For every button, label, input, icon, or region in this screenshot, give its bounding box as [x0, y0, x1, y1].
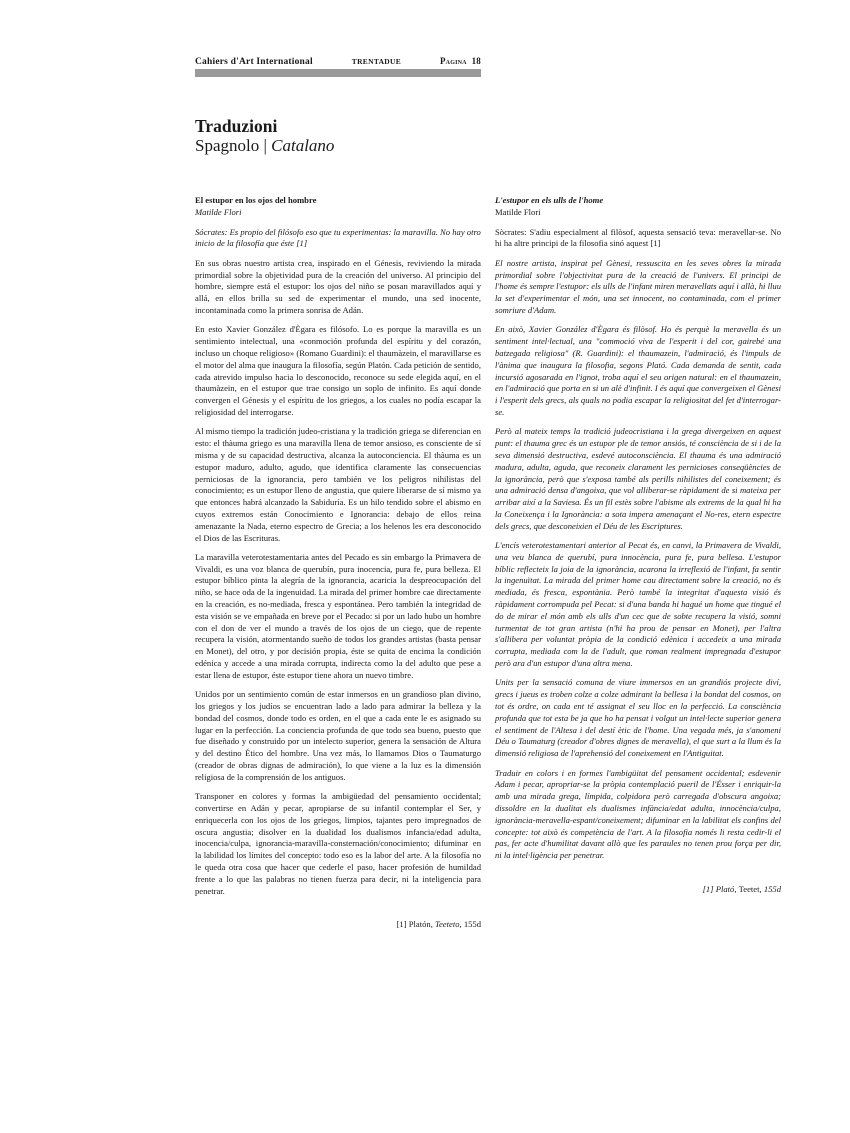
footnote-work: Teetet: [738, 884, 760, 894]
paragraph: Traduir en colors i en formes l'ambigüitat del pensament occidental; esdevenir Adam i pecar, apropriar-se la pròpia contemplació pueril de l'Ésser i enriquir-la amb una mirada grega, límpida, colpidora però carregada d'obscura angoixa; dissoldre en la dualitat els dualismes infància/edat adulta, innocència/culpa, ignorància-meravella-espant/coneixement; difuminar en la labilitat els confins del concepte: tot això és competència de l'art. A la filosofia només li resta cedir-li el pas, fer acte d'humilitat davant allò que les paraules no tenen prou força per dir, ni la intel·ligència per penetrar.: [495, 767, 781, 861]
article-author: Matilde Flori: [495, 206, 541, 217]
page-label: Pagina: [439, 56, 467, 66]
footnote: [495, 884, 781, 896]
journal-name: Cahiers d'Art International: [195, 57, 313, 67]
running-header: [195, 56, 481, 77]
page-number: 18: [471, 56, 481, 66]
paragraph: El nostre artista, inspirat pel Gènesi, ressuscita en les seves obres la mirada primordial sobre l'objectivitat pura de la creació de l'univers. El principi de l'home és sempre l'estupor: els ulls de l'infant miren meravellats aquí i allà, hi lluu la set d'experimentar el món, una set innocent, no contaminada, com el primer somriure d'Adam.: [495, 257, 781, 315]
footnote-suffix: , 155d: [759, 884, 781, 894]
lang-left: Spagnolo: [195, 136, 260, 155]
paragraph: Units per la sensació comuna de viure immersos en un grandiós projecte diví, grecs i jueus es troben colze a colze admirant la bellesa i la bondat del cosmos, on tot és ordre, on cada ent té assignat el seu lloc en la perfecció. La consciència profunda que tot esta be ja que ho ha pensat i volgut un intel·lecte superior genera el sentiment de l'Altesa i del destí ètic de l'home. Una vegada més, ja s'anomeni Déu o Taumaturg (creador d'obres dignes de meravella), el que surt a la llum és la dimensió religiosa de l'aprehensió del coneixement en l'Antiguitat.: [495, 677, 781, 759]
footnote: [195, 919, 481, 931]
footnote-prefix: [1] Plató,: [702, 884, 737, 894]
footnote-suffix: , 155d: [459, 919, 481, 930]
paragraph: En sus obras nuestro artista crea, inspirado en el Génesis, reviviendo la mirada primordial sobre la objetividad pura de la creación del universo. Al principio del hombre, siempre está el estupor: los ojos del niño se posan maravillados aquí y allá, en ellos brilla su sed de experimentar el mundo, una sed inocente, incontaminada como la primera sonrisa de Adán.: [195, 257, 481, 315]
issue-label: TRENTADUE: [351, 57, 402, 66]
article-author: Matilde Flori: [195, 206, 242, 217]
article-body: [195, 258, 481, 898]
catalan-column: [495, 195, 781, 896]
paragraph: En això, Xavier González d'Ègara és filòsof. Ho és perquè la meravella és un sentiment intel·lectual, una "commoció viva de l'esperit i del cor, gairebé una batzegada religiosa" (R. Guardini): el thaumazein, l'admiració, és l'impuls de l'ànima que inaugura la filosofia, segons Plató. Cada demanda de sentit, cada incursió agosarada en l'ignot, troba aquí el seu origen natural: en el thaumazein, en l'admiració que porta en si un alè d'infinit. I és aquí que convergeixen el Gènesi i l'esperit dels grecs, als quals no podia escapar la religiositat del fet d'interrogar-se.: [495, 324, 781, 417]
footnote-prefix: [1] Platón,: [396, 919, 433, 930]
paragraph: Unidos por un sentimiento común de estar inmersos en un grandioso plan divino, los griegos y los judíos se encuentran lado a lado para admirar la belleza y la bondad del cosmos, donde todo es orden, en el que a cada ente le es asignado su lugar en la perfección. La conciencia profunda de que todo sea bueno, puesto que fue diseñado y construido por un intelecto superior, genera la sensación de Altura y del destino Ético del hombre. Una vez más, lo llamamos Dios o Taumaturgo (creador de obras dignas de admiración), lo que viene a la luz es la dimensión religiosa de la comprensión de los antiguos.: [195, 689, 481, 782]
lang-right: Catalano: [271, 136, 335, 155]
article-title: El estupor en los ojos del hombre: [195, 195, 317, 205]
page-indicator: [440, 56, 481, 66]
section-subheading: [195, 136, 334, 156]
paragraph: La maravilla veterotestamentaria antes del Pecado es sin embargo la Primavera de Vivaldi, es una voz blanca de querubín, pura inocencia, pura fe, pura belleza. El estupor bíblico pinta la alegría de la ignorancia, acaricia la despreocupación del niño, se hace oda de la ingenuidad. La mirada del primer hombre cae directamente en la creación, es no-mediada, fresca y espontánea. Pero también la integridad de esta visión se ve empañada en breve por el Pecado: si por un lado hubo un hombre con el don de ver el mundo a través de los ojos de un ciego, que de repente recupera la visión, atormentando sueño de todos los grandes artistas (basta pensar en Monet), del otro, y por decisión propia, éste se quita de encima la condición edénica y accede a una mirada corrupta, indirecta como la del adulto que pese a estar llena de estupor, éste estupor tiene ahora un nuevo timbre.: [195, 551, 481, 680]
footnote-work: Teeteto: [435, 919, 460, 930]
paragraph: L'encís veterotestamentari anterior al Pecat és, en canvi, la Primavera de Vivaldi, una veu blanca de querubí, pura innocència, pura fe, pura bellesa. L'estupor bíblic reflecteix la joia de la ignorància, acarona la irreflexió de l'infant, fa sentir la ingenuïtat. La mirada del primer home cau directament sobre la creació, no és mediada, és fresca, espontània. Però també la integritat d'aquesta visió és ràpidament corrompuda pel Pecat: si d'una banda hi hagué un home que tingué el do de mirar el món amb els ulls d'un cec que de sobte recupera la visió, somni turmentat de tot gran artista (n'hi ha prou de pensar en Monet), per l'altra s'allibera per voluntat pròpia de la condició edènica i accedeix a una mirada corrupta, mediada com la de l'adult, que roman realment impregnada d'estupor però ara d'un estupor d'una altra mena.: [495, 540, 781, 669]
paragraph: En esto Xavier González d'Ègara es filósofo. Lo es porque la maravilla es un sentimiento intelectual, una «conmoción profunda del espíritu y del corazón, incluso un choque religioso» (Romano Guardini): el thaumàzein, el maravillarse es el motor del alma que inaugura la filosofía, según Platón. Cada petición de sentido, cada atrevido impulso hacia lo desconocido, reconoce su sede elegida aquí, en el thaumàzein, en el estupor que trae consigo un soplo de infinito. Es aquí donde convergen el Génesis y el espíritu de los griegos, a los cuales no podía escapar la religiosidad del interrogarse.: [195, 324, 481, 417]
epigraph-quote: Sòcrates: S'adiu especialment al filòsof, aquesta sensació teva: meravellar-se. No hi ha altre principi de la filosofia sinó aquest [1]: [495, 226, 781, 249]
header-band: [195, 69, 481, 77]
section-heading: Traduzioni: [195, 116, 278, 136]
article-body: [495, 258, 781, 862]
section-title: [195, 116, 334, 156]
epigraph-quote: Sócrates: Es propio del filósofo eso que tu experimentas: la maravilla. No hay otro inicio de la filosofía que éste [1]: [195, 226, 481, 249]
paragraph: Però al mateix temps la tradició judeocristiana i la grega divergeixen en aquest punt: el thauma grec és un estupor ple de temor ansiós, té consciència de si i de la seva dimensió destructiva, esdevé autoconsciència. El thauma és una admiració madura, adulta, aguda, que reconeix clarament les pernicioses conseqüències de la ignorància, però que s'exposa també als perills nihilistes del coneixement; és una admiració densa d'angoixa, que vol alliberar-se ràpidament de si mateixa per arribar així a la Saviesa. És un fil estès sobre l'abisme als extrems de la qual hi ha la Coneixença i la Ignorància: a sota impera amenaçant el No-res, etern espectre dels grecs, que desconeixien el Déu de les Escriptures.: [495, 426, 781, 531]
lang-separator: |: [263, 136, 267, 155]
paragraph: Al mismo tiempo la tradición judeo-cristiana y la tradición griega se diferencian en esto: el thàuma griego es una maravilla llena de temor ansioso, es consciente de sí misma y de su capacidad destructiva, alcanza la autoconciencia. El thàuma es un estupor maduro, adulto, agudo, que identifica claramente las consecuencias perniciosas de la ignorancia, pero también ve los peligros nihilistas del conocimiento; es un estupor lleno de angustia, que quiere liberarse de sí mismo ya que entonces habrá alcanzado la Sabiduría. Es un hilo tendido sobre el abismo en cuyos extremos están Conocimiento e Ignorancia: debajo de ellos reina amenazante la Nada, eterno espectro de Grecia; a los helenos les era desconocido el Dios de las Escrituras.: [195, 426, 481, 543]
article-title: L'estupor en els ulls de l'home: [495, 195, 604, 205]
spanish-column: [195, 195, 481, 931]
paragraph: Transponer en colores y formas la ambigüedad del pensamiento occidental; convertirse en Adán y pecar, apropiarse de su infantil contemplar el Ser, y enriquecerla con los ojos de los griegos, limpios, tajantes pero impregnados de oscura angustia; disolver en la dualidad los dualismos infancia/edad adulta, inocencia/culpa, ignorancia-maravilla-consternación/conocimiento; difuminar en la labilidad los límites del concepto: todo eso es la labor del arte. A la filosofía no le queda otra cosa que hacer que cederle el paso, hacer profesión de humildad frente a lo que las palabras no tienen fuerza para decir, ni la inteligencia para penetrar.: [195, 791, 481, 896]
